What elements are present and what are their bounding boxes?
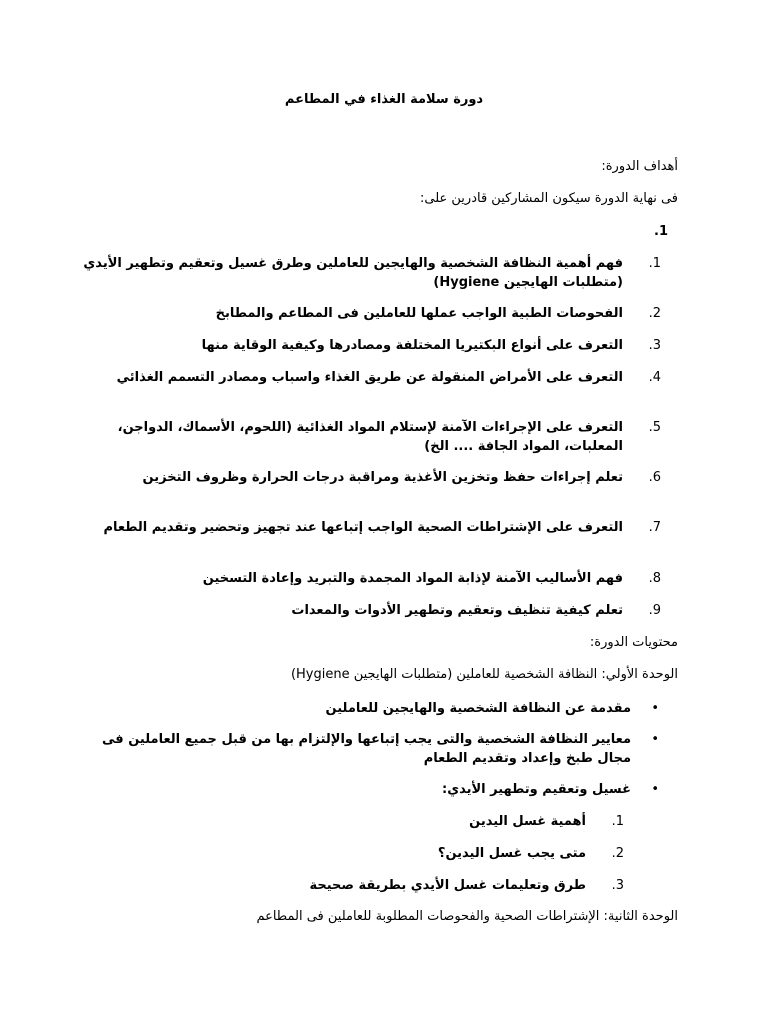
- document-title: دورة سلامة الغذاء في المطاعم: [284, 92, 484, 107]
- list-number: 7.: [648, 520, 661, 535]
- objective-text: التعرف على الإجراءات الآمنة لإستلام المواد الغذائية (اللحوم، الأسماك، الدواجن، المعلبات، المواد الجافة .... الخ): [117, 420, 623, 454]
- bullet-icon: •: [651, 701, 659, 716]
- bullet-text: مقدمة عن النظافة الشخصية والهايجين للعاملين: [325, 701, 631, 716]
- bullet-text: معايير النظافة الشخصية والتى يجب إتباعها والإلتزام بها من قبل جميع العاملين فى مجال طبخ وإعداد وتقديم الطعام: [102, 732, 631, 766]
- bullet-icon: •: [651, 732, 659, 747]
- objective-text: تعلم كيفية تنظيف وتعقيم وتطهير الأدوات والمعدات: [291, 603, 623, 618]
- handwash-item: [86, 844, 624, 863]
- list-number: 1.: [611, 814, 624, 829]
- contents-heading: محتويات الدورة:: [589, 635, 678, 650]
- objective-item: [83, 336, 661, 355]
- unit1-bullet: [91, 699, 659, 718]
- objective-item: [83, 418, 661, 456]
- list-number: 8.: [648, 571, 661, 586]
- objective-item: [83, 518, 661, 537]
- unit2-heading: الوحدة الثانية: الإشتراطات الصحية والفحوصات المطلوبة للعاملين فى المطاعم: [256, 909, 678, 924]
- objective-item: [83, 601, 661, 620]
- objectives-intro: فى نهاية الدورة سيكون المشاركين قادرين على:: [420, 191, 678, 206]
- handwash-item: [86, 876, 624, 895]
- list-number: 2.: [611, 846, 624, 861]
- bullet-icon: •: [651, 782, 659, 797]
- objective-text: التعرف على الأمراض المنقولة عن طريق الغذاء واسباب ومصادر التسمم الغذائي: [116, 370, 623, 385]
- list-number: 5.: [648, 420, 661, 435]
- objective-text: تعلم إجراءات حفظ وتخزين الأغذية ومراقبة درجات الحرارة وظروف التخزين: [142, 470, 623, 485]
- list-number: 4.: [648, 370, 661, 385]
- objective-item: [83, 368, 661, 387]
- objective-item: [83, 468, 661, 487]
- objective-item: [83, 304, 661, 323]
- handwash-text: أهمية غسل اليدين: [469, 814, 586, 829]
- objective-text: التعرف على أنواع البكتيريا المختلفة ومصادرها وكيفية الوقاية منها: [201, 338, 623, 353]
- objective-text: الفحوصات الطبية الواجب عملها للعاملين فى المطاعم والمطابخ: [215, 306, 623, 321]
- unit1-bullet: [91, 730, 659, 768]
- empty-list-number: 1.: [654, 224, 668, 239]
- handwash-text: متى يجب غسل اليدين؟: [437, 846, 586, 861]
- handwash-item: [86, 812, 624, 831]
- list-number: 1.: [648, 256, 661, 271]
- list-number: 9.: [648, 603, 661, 618]
- objective-item: [83, 254, 661, 292]
- unit1-heading: الوحدة الأولي: النظافة الشخصية للعاملين (متطلبات الهايجين Hygiene): [290, 667, 678, 682]
- list-number: 3.: [648, 338, 661, 353]
- objectives-heading: أهداف الدورة:: [601, 159, 678, 174]
- objective-text: فهم أهمية النظافة الشخصية والهايجين للعاملين وطرق غسيل وتعقيم وتطهير الأيدي (متطلبات الهايجين Hygiene): [83, 256, 623, 290]
- objective-text: فهم الأساليب الآمنة لإذابة المواد المجمدة والتبريد وإعادة التسخين: [202, 571, 623, 586]
- objective-item: [83, 569, 661, 588]
- handwash-text: طرق وتعليمات غسل الأيدي بطريقة صحيحة: [309, 878, 586, 893]
- list-number: 3.: [611, 878, 624, 893]
- list-number: 6.: [648, 470, 661, 485]
- list-number: 2.: [648, 306, 661, 321]
- objective-text: التعرف على الإشتراطات الصحية الواجب إتباعها عند تجهيز وتحضير وتقديم الطعام: [103, 520, 623, 535]
- unit1-bullet: [91, 780, 659, 799]
- bullet-text: غسيل وتعقيم وتطهير الأيدي:: [442, 782, 631, 797]
